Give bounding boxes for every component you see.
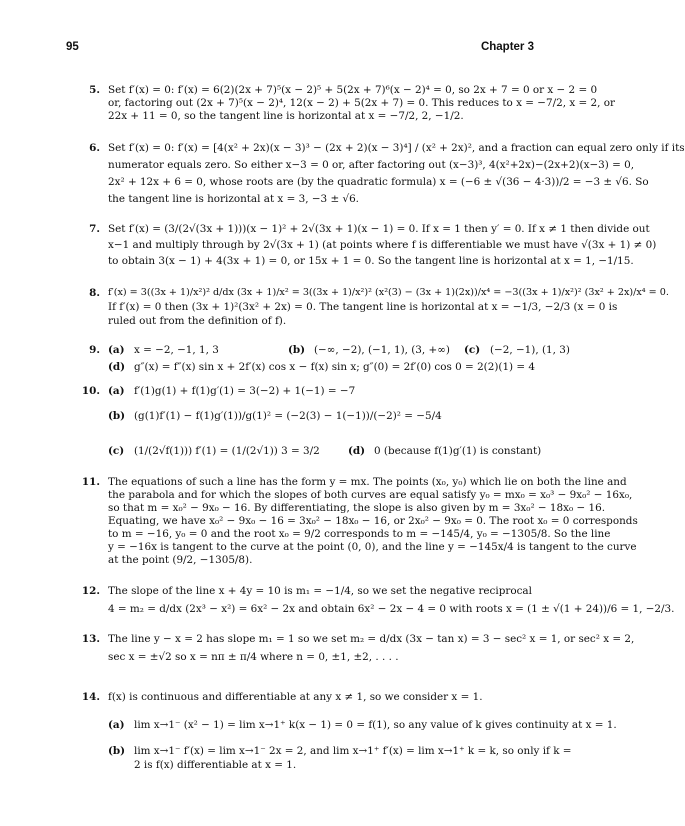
part-text: 0 (because f(1)g′(1) is constant) xyxy=(374,445,542,457)
part-label: (b) xyxy=(108,745,126,757)
answer-row xyxy=(108,444,572,459)
problem-9 xyxy=(66,344,572,374)
problem-number: 14. xyxy=(81,691,100,703)
answer-part xyxy=(108,718,617,732)
answer-part xyxy=(108,444,348,459)
problem-line: x−1 and multiply through by 2√(3x + 1) (at points where f is differentiable we must have √(3x + 1) ≠ 0) xyxy=(108,239,657,251)
problem-line: The equations of such a line has the form y = mx. The points (x₀, y₀) which lie on both the line and xyxy=(108,476,627,488)
problem-number: 6. xyxy=(89,142,100,154)
problem-line: 2x² + 12x + 6 = 0, whose roots are (by the quadratic formula) x = (−6 ± √(36 − 4·3))/2 = −3 ± √6. So xyxy=(108,176,649,188)
answer-part xyxy=(108,744,572,772)
part-label: (d) xyxy=(348,445,366,457)
problem-line: 4 = m₂ = d/dx (2x³ − x²) = 6x² − 2x and obtain 6x² − 2x − 4 = 0 with roots x = (1 ± √(1 + 24))/6 = 1, −2/3. xyxy=(108,603,675,615)
problem-line: at the point (9/2, −1305/8). xyxy=(108,554,253,566)
answer-part xyxy=(288,344,464,357)
problem-number: 12. xyxy=(81,585,100,597)
part-label: (a) xyxy=(108,344,125,356)
answer-part xyxy=(108,361,572,374)
problem-number: 11. xyxy=(81,476,100,488)
answer-part xyxy=(464,344,570,357)
answer-part xyxy=(108,409,572,424)
part-label: (b) xyxy=(288,344,306,356)
problem-line: f(x) is continuous and differentiable at any x ≠ 1, so we consider x = 1. xyxy=(108,691,483,703)
problem-13 xyxy=(66,630,635,666)
answer-part xyxy=(348,444,541,459)
problem-line: Set f′(x) = (3/(2√(3x + 1)))(x − 1)² + 2√(3x + 1)(x − 1) = 0. If x = 1 then y′ = 0. If x ≠ 1 then divide out xyxy=(108,223,650,235)
problem-8 xyxy=(66,286,669,328)
part-text: (−∞, −2), (−1, 1), (3, +∞) xyxy=(314,344,450,356)
problem-line: The slope of the line x + 4y = 10 is m₁ = −1/4, so we set the negative reciprocal xyxy=(108,585,532,597)
answer-part xyxy=(108,344,288,357)
problem-line: 22x + 11 = 0, so the tangent line is horizontal at x = −7/2, 2, −1/2. xyxy=(108,110,464,122)
part-text: (g(1)f′(1) − f(1)g′(1))/g(1)² = (−2(3) − 1(−1))/(−2)² = −5/4 xyxy=(134,410,442,422)
problem-line: the tangent line is horizontal at x = 3, −3 ± √6. xyxy=(108,193,359,205)
part-label: (c) xyxy=(464,344,481,356)
problem-line: ruled out from the definition of f). xyxy=(108,315,287,327)
part-label: (b) xyxy=(108,410,126,422)
problem-number: 8. xyxy=(89,287,100,299)
problem-line: numerator equals zero. So either x−3 = 0 or, after factoring out (x−3)³, 4(x²+2x)−(2x+2)(x−3) = 0, xyxy=(108,159,635,171)
problem-line: to m = −16, y₀ = 0 and the root x₀ = 9/2 corresponds to m = −145/4, y₀ = −1305/8. So the line xyxy=(108,528,611,540)
problem-5 xyxy=(66,84,615,123)
problem-line: Set f′(x) = 0: f′(x) = [4(x² + 2x)(x − 3)³ − (2x + 2)(x − 3)⁴] / (x² + 2x)², and a fraction can equal zero only if its xyxy=(108,142,685,154)
problem-number: 13. xyxy=(81,633,100,645)
problem-14 xyxy=(66,690,617,772)
problem-12 xyxy=(66,582,675,618)
part-label: (d) xyxy=(108,361,126,373)
problem-line: to obtain 3(x − 1) + 4(3x + 1) = 0, or 15x + 1 = 0. So the tangent line is horizontal at x = 1, −1/15. xyxy=(108,255,634,267)
part-label: (c) xyxy=(108,445,125,457)
problem-line: the parabola and for which the slopes of both curves are equal satisfy y₀ = mx₀ = x₀³ − 9x₀² − 16x₀, xyxy=(108,489,633,501)
problem-line: Equating, we have x₀² − 9x₀ − 16 = 3x₀² − 18x₀ − 16, or 2x₀² − 9x₀ = 0. The root x₀ = 0 corresponds xyxy=(108,515,638,527)
problem-line: The line y − x = 2 has slope m₁ = 1 so we set m₂ = d/dx (3x − tan x) = 3 − sec² x = 1, or sec² x = 2, xyxy=(108,633,635,645)
problem-7 xyxy=(66,221,657,269)
problem-11 xyxy=(66,476,638,567)
part-text: x = −2, −1, 1, 3 xyxy=(134,344,219,356)
chapter-title: Chapter 3 xyxy=(480,41,534,53)
problem-line: y = −16x is tangent to the curve at the point (0, 0), and the line y = −145x/4 is tangent to the curve xyxy=(108,541,637,553)
answer-part xyxy=(108,384,572,399)
part-text: g″(x) = f″(x) sin x + 2f′(x) cos x − f(x) sin x; g″(0) = 2f′(0) cos 0 = 2(2)(1) = 4 xyxy=(134,361,536,373)
part-text: f′(1)g(1) + f(1)g′(1) = 3(−2) + 1(−1) = −7 xyxy=(134,385,356,397)
problem-line: or, factoring out (2x + 7)⁵(x − 2)⁴, 12(x − 2) + 5(2x + 7) = 0. This reduces to x = −7/2, x = 2, or xyxy=(108,97,615,109)
problem-number: 10. xyxy=(81,385,100,397)
part-text: (1/(2√f(1))) f′(1) = (1/(2√1)) 3 = 3/2 xyxy=(134,445,320,457)
part-text: (−2, −1), (1, 3) xyxy=(490,344,570,356)
page-number: 95 xyxy=(66,41,79,53)
part-text: lim x→1⁻ f′(x) = lim x→1⁻ 2x = 2, and lim x→1⁺ f′(x) = lim x→1⁺ k = k, so only if k = 2 is f(x) differentiable at x = 1. xyxy=(134,745,572,771)
problem-line: If f′(x) = 0 then (3x + 1)²(3x² + 2x) = 0. The tangent line is horizontal at x = −1/3, −2/3 (x = 0 is xyxy=(108,301,618,313)
answer-row xyxy=(108,344,572,357)
problem-number: 7. xyxy=(89,223,100,235)
part-label: (a) xyxy=(108,385,125,397)
problem-line: Set f′(x) = 0: f′(x) = 6(2)(2x + 7)⁵(x − 2)⁵ + 5(2x + 7)⁶(x − 2)⁴ = 0, so 2x + 7 = 0 or x − 2 = 0 xyxy=(108,84,598,96)
problem-number: 5. xyxy=(89,84,100,96)
problem-line: sec x = ±√2 so x = nπ ± π/4 where n = 0, ±1, ±2, . . . . xyxy=(108,651,399,663)
problem-6 xyxy=(66,140,685,208)
problem-line: so that m = x₀² − 9x₀ − 16. By differentiating, the slope is also given by m = 3x₀² − 18x₀ − 16. xyxy=(108,502,606,514)
problem-line: f′(x) = 3((3x + 1)/x²)² d/dx (3x + 1)/x² = 3((3x + 1)/x²)² (x²(3) − (3x + 1)(2x))/x⁴ = −3((3x + 1)/x²)² (3x² + 2x)/x⁴ = 0. xyxy=(108,287,669,298)
part-text: lim x→1⁻ (x² − 1) = lim x→1⁺ k(x − 1) = 0 = f(1), so any value of k gives continuity at x = 1. xyxy=(134,719,617,731)
part-label: (a) xyxy=(108,719,125,731)
problem-10 xyxy=(66,384,572,459)
problem-number: 9. xyxy=(89,344,100,356)
